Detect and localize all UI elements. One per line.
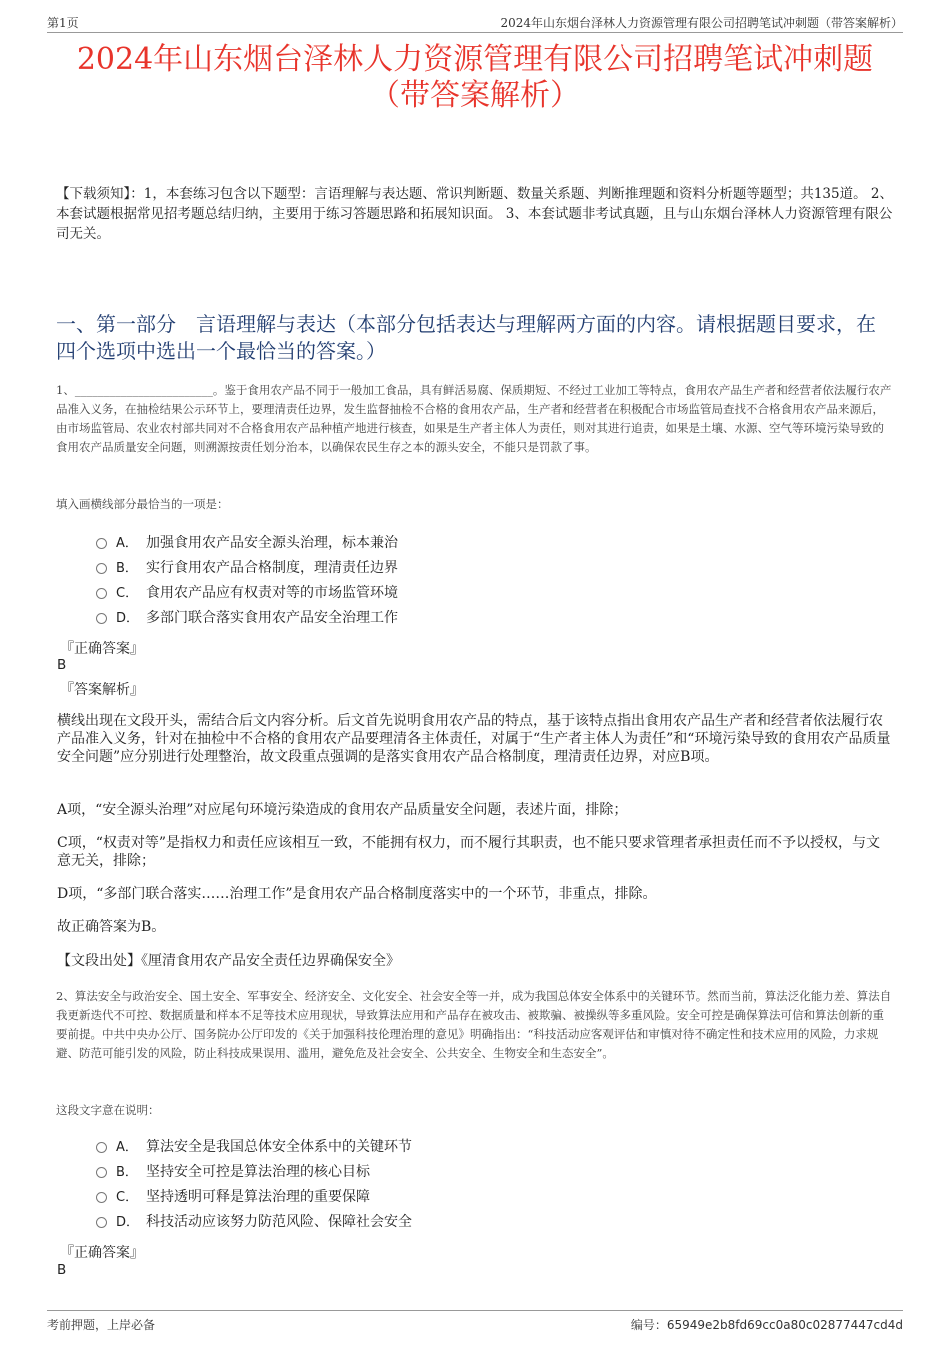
- page-title: [40, 42, 910, 114]
- option-a[interactable]: [96, 529, 516, 554]
- option-letter: B．: [116, 561, 138, 576]
- radio-icon[interactable]: [96, 588, 107, 599]
- option-letter: B．: [116, 1165, 138, 1180]
- question-1-body: 。鉴于食用农产品不同于一般加工食品，具有鲜活易腐、保质期短、不经过工业加工等特点，食用农产品生产者和经营者依法履行农产品准入义务，在抽检结果公示环节上，要理清责任边界，发生监督抽检不合格的食用农产品，生产者和经营者在积极配合市场监管局查找不合格食用农产品来源后，由市场监管局、农业农村部共同对不合格食用农产品种植产地进行核查，如果是生产者主体人为责任，则对其进行追责，如果是土壤、水源、空气等环境污染导致的食用农产品质量安全问题，则溯源按责任划分治本，以确保农民生存之本的源头安全，不能只是罚款了事。: [56, 383, 892, 454]
- page-header: [47, 14, 903, 33]
- option-letter: A．: [116, 1140, 138, 1155]
- header-doc-title: 2024年山东烟台泽林人力资源管理有限公司招聘笔试冲刺题（带答案解析）: [500, 16, 903, 30]
- analysis-paragraph: C项，“权责对等”是指权力和责任应该相互一致，不能拥有权力，而不履行其职责，也不能只要求管理者承担责任而不予以授权，与文意无关，排除；: [57, 835, 881, 869]
- correct-answer-label: 『正确答案』: [60, 1245, 144, 1261]
- question-1-blank: ________________________: [74, 383, 213, 397]
- option-text: 坚持安全可控是算法治理的核心目标: [146, 1163, 370, 1180]
- option-a[interactable]: [96, 1133, 516, 1158]
- download-notice: 【下载须知】：1，本套练习包含以下题型：言语理解与表达题、常识判断题、数量关系题、判断推理题和资料分析题等题型；共135道。 2、本套试题根据常见招考题总结归纳，主要用于练习答题思路和拓展知识面。 3、本套试题非考试真题，且与山东烟台泽林人力资源管理有限公司无关。: [56, 186, 893, 242]
- radio-icon[interactable]: [96, 1192, 107, 1203]
- option-text: 算法安全是我国总体安全体系中的关键环节: [146, 1138, 412, 1155]
- footer-code-label: 编号：: [630, 1318, 667, 1332]
- question-1-options: [96, 529, 516, 629]
- radio-icon[interactable]: [96, 1142, 107, 1153]
- radio-icon[interactable]: [96, 613, 107, 624]
- correct-answer: B: [57, 1262, 67, 1278]
- correct-answer: B: [57, 657, 67, 673]
- option-text: 实行食用农产品合格制度，理清责任边界: [146, 559, 398, 576]
- option-text: 食用农产品应有权责对等的市场监管环境: [146, 584, 398, 601]
- question-1-number: 1、: [56, 383, 75, 397]
- page-number: 第1页: [47, 16, 79, 30]
- option-b[interactable]: [96, 1158, 516, 1183]
- radio-icon[interactable]: [96, 1217, 107, 1228]
- option-letter: A．: [116, 536, 138, 551]
- question-1-text: [56, 381, 894, 457]
- question-2-options: [96, 1133, 516, 1233]
- option-text: 多部门联合落实食用农产品安全治理工作: [146, 609, 398, 626]
- option-text: 坚持透明可释是算法治理的重要保障: [146, 1188, 370, 1205]
- page-footer: [47, 1310, 903, 1335]
- option-text: 加强食用农产品安全源头治理，标本兼治: [146, 534, 398, 551]
- option-text: 科技活动应该努力防范风险、保障社会安全: [146, 1213, 412, 1230]
- analysis-paragraph: D项，“多部门联合落实……治理工作”是食用农产品合格制度落实中的一个环节，非重点，排除。: [57, 886, 657, 902]
- footer-code-value: 65949e2b8fd69cc0a80c02877447cd4d: [666, 1318, 903, 1332]
- option-letter: C．: [116, 586, 139, 601]
- title-line-1: 2024年山东烟台泽林人力资源管理有限公司招聘笔试冲刺题: [76, 42, 874, 77]
- radio-icon[interactable]: [96, 538, 107, 549]
- option-d[interactable]: [96, 604, 516, 629]
- correct-answer-label: 『正确答案』: [60, 641, 144, 657]
- analysis-paragraph: 横线出现在文段开头，需结合后文内容分析。后文首先说明食用农产品的特点，基于该特点指出食用农产品生产者和经营者依法履行农产品准入义务，针对在抽检中不合格的食用农产品要理清各主体责任，对属于“生产者主体人为责任”和“环境污染导致的食用农产品质量安全问题”应分别进行处理整治，故文段重点强调的是落实食用农产品合格制度，理清责任边界，对应B项。: [57, 713, 891, 765]
- analysis-conclusion: 故正确答案为B。: [57, 919, 166, 935]
- footer-code: [631, 1316, 903, 1333]
- option-c[interactable]: [96, 579, 516, 604]
- question-2-prompt: 这段文字意在说明：: [56, 1103, 160, 1117]
- option-letter: D．: [116, 611, 140, 626]
- question-2-text: 2、算法安全与政治安全、国土安全、军事安全、经济安全、文化安全、社会安全等一并，成为我国总体安全体系中的关键环节。然而当前，算法泛化能力差、算法自我更新迭代不可控、数据质量和样本不足等技术应用现状，导致算法应用和产品存在被攻击、被欺骗、被操纵等多重风险。安全可控是确保算法可信和算法创新的重要前提。中共中央办公厅、国务院办公厅印发的《关于加强科技伦理治理的意见》明确指出：“科技活动应客观评估和审慎对待不确定性和技术应用的风险，力求规避、防范可能引发的风险，防止科技成果误用、滥用，避免危及社会安全、公共安全、生物安全和生态安全”。: [56, 989, 892, 1060]
- radio-icon[interactable]: [96, 1167, 107, 1178]
- radio-icon[interactable]: [96, 563, 107, 574]
- option-d[interactable]: [96, 1208, 516, 1233]
- analysis-label: 『答案解析』: [60, 682, 144, 698]
- analysis-paragraph: A项，“安全源头治理”对应尾句环境污染造成的食用农产品质量安全问题，表述片面，排除；: [57, 802, 628, 818]
- option-c[interactable]: [96, 1183, 516, 1208]
- option-b[interactable]: [96, 554, 516, 579]
- question-1-prompt: 填入画横线部分最恰当的一项是：: [56, 497, 229, 511]
- option-letter: C．: [116, 1190, 139, 1205]
- footer-slogan: 考前押题，上岸必备: [47, 1318, 156, 1332]
- option-letter: D．: [116, 1215, 140, 1230]
- title-line-2: （带答案解析）: [370, 78, 580, 113]
- section-heading: 一、第一部分 言语理解与表达（本部分包括表达与理解两方面的内容。请根据题目要求，在四个选项中选出一个最恰当的答案。）: [56, 312, 876, 363]
- passage-source: 【文段出处】《厘清食用农产品安全责任边界确保安全》: [57, 953, 400, 969]
